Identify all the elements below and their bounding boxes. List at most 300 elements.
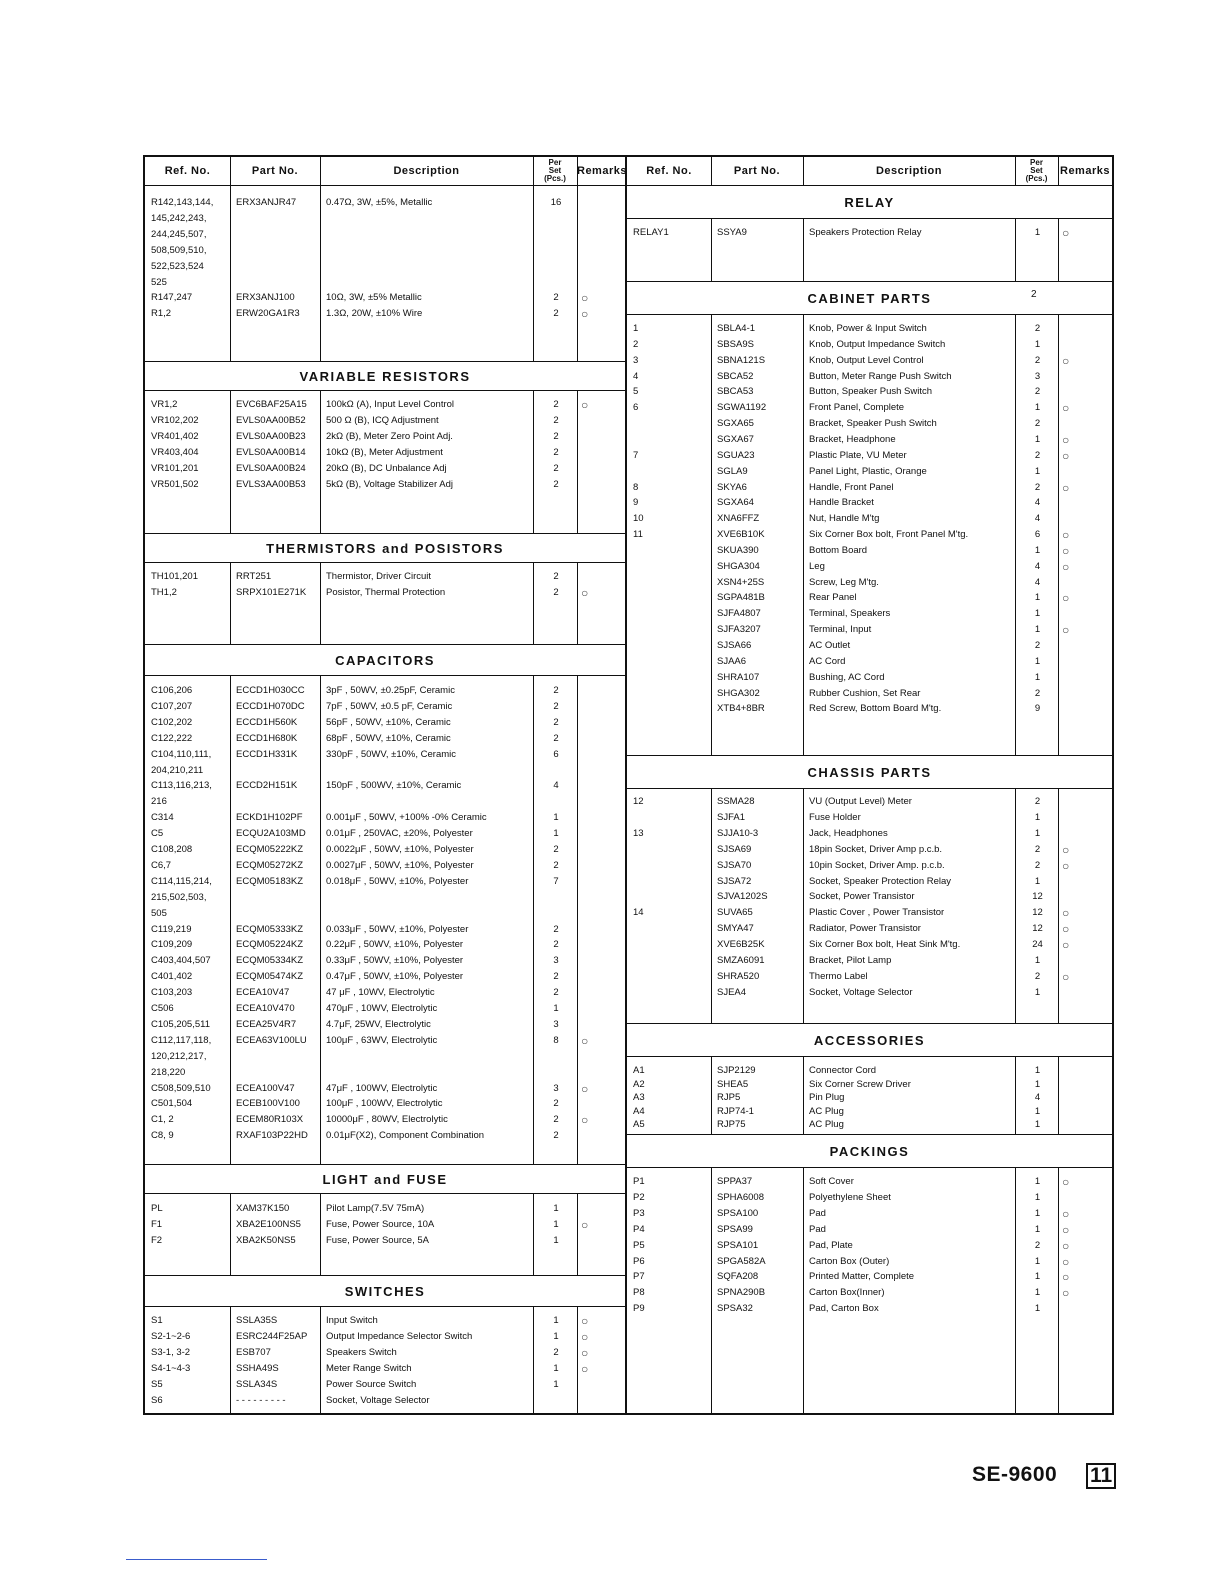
table-row xyxy=(145,842,625,858)
pcs: 6 xyxy=(553,748,559,760)
pcs: 1 xyxy=(1034,1191,1041,1203)
section-title: VARIABLE RESISTORS xyxy=(145,361,625,391)
ref-no: 14 xyxy=(633,907,644,919)
pcs: 1 xyxy=(1034,875,1041,887)
description: Pilot Lamp(7.5V 75mA) xyxy=(326,1203,425,1214)
part-no: ECQM05222KZ xyxy=(236,844,304,855)
part-no: SHRA520 xyxy=(717,970,760,982)
description: 0.47μF , 50WV, ±10%, Polyester xyxy=(326,971,464,983)
remark: ○ xyxy=(581,1217,589,1232)
description: 100kΩ (A), Input Level Control xyxy=(326,399,455,410)
ref-no: VR101,201 xyxy=(151,462,199,474)
description: Speakers Protection Relay xyxy=(809,227,922,238)
description: 0.33μF , 50WV, ±10%, Polyester xyxy=(326,955,464,967)
pcs: 2 xyxy=(1034,418,1041,430)
pcs: 1 xyxy=(553,1003,559,1014)
description: Input Switch xyxy=(326,1315,378,1326)
table-row xyxy=(145,794,625,810)
table-row xyxy=(145,1049,625,1065)
description: Connector Cord xyxy=(809,1065,877,1076)
pcs: 1 xyxy=(1034,655,1041,667)
part-no: ERW20GA1R3 xyxy=(236,308,300,320)
description: 1.3Ω, 20W, ±10% Wire xyxy=(326,308,423,320)
description: 68pF , 50WV, ±10%, Ceramic xyxy=(326,732,451,744)
table-row xyxy=(145,969,625,985)
table-row xyxy=(145,810,625,826)
description: Socket, Power Transistor xyxy=(809,891,915,903)
description: Bushing, AC Cord xyxy=(809,671,885,683)
ref-no: RELAY1 xyxy=(633,227,669,238)
ref-no: 12 xyxy=(633,796,644,807)
pcs: 1 xyxy=(1034,1303,1041,1315)
table-row xyxy=(627,1301,1112,1317)
pcs: 1 xyxy=(1034,955,1041,966)
pcs: 1 xyxy=(1034,671,1041,683)
part-no: SGXA65 xyxy=(717,418,754,430)
part-no: SBCA52 xyxy=(717,370,754,382)
table-row xyxy=(627,495,1112,511)
ref-no: P9 xyxy=(633,1303,645,1315)
table-row xyxy=(145,413,625,429)
part-no: SPSA99 xyxy=(717,1223,753,1235)
ref-no: C106,206 xyxy=(151,685,193,696)
ref-no: A5 xyxy=(633,1119,645,1130)
pcs: 2 xyxy=(553,1114,559,1126)
table-row xyxy=(627,369,1112,385)
pcs: 2 xyxy=(553,446,559,458)
ref-no: 13 xyxy=(633,827,644,839)
ref-no: C1, 2 xyxy=(151,1114,174,1126)
table-row xyxy=(145,1313,625,1329)
remark: ○ xyxy=(1062,938,1070,953)
part-no: SQFA208 xyxy=(717,1271,759,1283)
description: 10Ω, 3W, ±5% Metallic xyxy=(326,292,422,304)
description: Terminal, Speakers xyxy=(809,608,891,620)
table-row xyxy=(627,1269,1112,1285)
description: Carton Box (Outer) xyxy=(809,1255,890,1267)
table-row xyxy=(145,1329,625,1345)
table-row xyxy=(145,569,625,585)
pcs: 2 xyxy=(1034,859,1041,871)
header-part: Part No. xyxy=(733,165,781,177)
description: 10000μF , 80WV, Electrolytic xyxy=(326,1114,448,1126)
part-no: SBNA121S xyxy=(717,354,766,366)
pcs: 2 xyxy=(553,1098,559,1110)
table-row xyxy=(627,654,1112,670)
table-row xyxy=(627,969,1112,985)
ref-no: C114,115,214, xyxy=(151,875,212,887)
description: 0.01μF(X2), Component Combination xyxy=(326,1130,485,1142)
part-no: SBSA9S xyxy=(717,338,754,350)
table-row xyxy=(627,384,1112,400)
table-row xyxy=(627,953,1112,969)
part-no: SPSA100 xyxy=(717,1207,759,1219)
table-row xyxy=(145,397,625,413)
part-no: SJSA72 xyxy=(717,875,752,887)
ref-no: 505 xyxy=(151,907,167,919)
table-row xyxy=(145,1017,625,1033)
pcs: 7 xyxy=(553,875,559,887)
description: Socket, Speaker Protection Relay xyxy=(809,875,952,887)
table-row xyxy=(627,638,1112,654)
description: Bracket, Speaker Push Switch xyxy=(809,418,937,430)
remark: ○ xyxy=(581,398,589,412)
ref-no: TH1,2 xyxy=(151,586,177,598)
table-row xyxy=(145,858,625,874)
table-row xyxy=(627,858,1112,874)
part-no: ECQM05224KZ xyxy=(236,939,304,951)
table-row xyxy=(627,321,1112,337)
table-row xyxy=(627,810,1112,826)
ref-no: 145,242,243, xyxy=(151,212,207,224)
table-row xyxy=(145,243,625,259)
pcs: 4 xyxy=(1034,576,1041,588)
description: Bracket, Headphone xyxy=(809,433,896,445)
ref-no: 7 xyxy=(633,449,639,461)
ref-no: R147,247 xyxy=(151,292,193,304)
description: 5kΩ (B), Voltage Stabilizer Adj xyxy=(326,478,453,490)
ref-no: C102,202 xyxy=(151,716,193,728)
section-title: CABINET PARTS xyxy=(627,281,1112,315)
header-part: Part No. xyxy=(251,165,299,177)
ref-no: S4-1~4-3 xyxy=(151,1362,191,1374)
description: Thermistor, Driver Circuit xyxy=(326,571,432,582)
description: Terminal, Input xyxy=(809,624,872,636)
description: 100μF , 100WV, Electrolytic xyxy=(326,1098,443,1110)
table-row xyxy=(145,731,625,747)
description: 0.033μF , 50WV, ±10%, Polyester xyxy=(326,923,469,935)
pcs: 4 xyxy=(1034,513,1041,525)
part-no: SMYA47 xyxy=(717,923,754,935)
remark: ○ xyxy=(1062,1286,1070,1301)
description: Speakers Switch xyxy=(326,1346,397,1358)
description: 4.7μF, 25WV, Electrolytic xyxy=(326,1018,431,1030)
description: 18pin Socket, Driver Amp p.c.b. xyxy=(809,843,943,855)
pcs: 1 xyxy=(1034,1287,1041,1299)
remark: ○ xyxy=(1062,1206,1070,1221)
pcs: 1 xyxy=(1034,1207,1041,1219)
description: 2kΩ (B), Meter Zero Point Adj. xyxy=(326,430,453,442)
part-no: ECQM05183KZ xyxy=(236,875,304,887)
pcs: 1 xyxy=(553,812,559,824)
part-no: SSYA9 xyxy=(717,227,747,238)
remark: ○ xyxy=(581,1081,589,1096)
table-row xyxy=(145,306,625,322)
remark: ○ xyxy=(1062,858,1070,873)
pcs: 1 xyxy=(1034,1065,1041,1076)
table-row xyxy=(145,715,625,731)
part-no: ECQU2A103MD xyxy=(236,828,306,840)
part-no: XSN4+25S xyxy=(717,576,765,588)
description: 330pF , 50WV, ±10%, Ceramic xyxy=(326,748,457,760)
description: Knob, Output Impedance Switch xyxy=(809,338,946,350)
description: Pad xyxy=(809,1223,826,1235)
description: Pad, Carton Box xyxy=(809,1303,879,1315)
pcs: 3 xyxy=(553,955,559,967)
description: 0.01μF , 250VAC, ±20%, Polyester xyxy=(326,828,473,840)
table-row xyxy=(145,461,625,477)
pcs: 2 xyxy=(1034,323,1041,334)
pcs: 1 xyxy=(1034,1078,1041,1090)
pcs: 2 xyxy=(553,700,559,712)
table-row xyxy=(627,464,1112,480)
ref-no: R142,143,144, xyxy=(151,197,214,208)
ref-no: 215,502,503, xyxy=(151,891,207,903)
ref-no: 204,210,211 xyxy=(151,764,204,776)
part-no: SHGA302 xyxy=(717,687,760,699)
remark: ○ xyxy=(1062,906,1070,921)
part-no: ECEB100V100 xyxy=(236,1098,300,1110)
remark: ○ xyxy=(581,291,589,306)
pcs: 16 xyxy=(550,197,562,208)
remark: ○ xyxy=(581,1345,589,1360)
pcs: 8 xyxy=(553,1034,559,1046)
part-no: SHEA5 xyxy=(717,1078,749,1090)
remark: ○ xyxy=(1062,922,1070,937)
pcs: 1 xyxy=(1034,544,1041,556)
description: Bracket, Pilot Lamp xyxy=(809,955,892,966)
table-row xyxy=(145,290,625,306)
description: 0.0022μF , 50WV, ±10%, Polyester xyxy=(326,844,474,855)
table-row xyxy=(627,448,1112,464)
part-no: ECEA10V470 xyxy=(236,1003,295,1014)
pcs: 1 xyxy=(553,828,559,840)
ref-no: C109,209 xyxy=(151,939,193,951)
pcs: 4 xyxy=(553,780,559,792)
pcs: 2 xyxy=(553,844,559,855)
remark: ○ xyxy=(581,307,589,322)
table-row xyxy=(627,1174,1112,1190)
part-no: ECEA63V100LU xyxy=(236,1034,307,1046)
part-no: SKYA6 xyxy=(717,481,747,493)
ref-no: VR401,402 xyxy=(151,430,199,442)
ref-no: 120,212,217, xyxy=(151,1050,207,1062)
description: AC Cord xyxy=(809,655,846,667)
section-title: THERMISTORS and POSISTORS xyxy=(145,533,625,563)
part-no: SJFA1 xyxy=(717,811,745,823)
ref-no: 11 xyxy=(633,529,643,541)
model-number: SE-9600 xyxy=(972,1463,1058,1486)
pcs: 1 xyxy=(1034,1105,1041,1117)
table-row xyxy=(627,937,1112,953)
description: Pad, Plate xyxy=(809,1239,853,1251)
description: 0.018μF , 50WV, ±10%, Polyester xyxy=(326,875,469,887)
description: Rear Panel xyxy=(809,592,857,604)
part-no: SPSA101 xyxy=(717,1239,759,1251)
pcs: 1 xyxy=(1034,465,1041,477)
parts-table-right xyxy=(627,155,1114,1415)
description: Meter Range Switch xyxy=(326,1362,412,1374)
pcs: 2 xyxy=(553,732,559,744)
table-row xyxy=(145,1081,625,1097)
ref-no: 3 xyxy=(633,354,639,366)
pcs: 9 xyxy=(1034,703,1041,715)
pcs: 1 xyxy=(1034,402,1041,414)
description: 7pF , 50WV, ±0.5 pF, Ceramic xyxy=(326,700,453,712)
ref-no: 2 xyxy=(633,338,639,350)
ref-no: P3 xyxy=(633,1207,645,1219)
part-no: ECCD2H151K xyxy=(236,780,298,792)
ref-no: C501,504 xyxy=(151,1098,193,1110)
table-row xyxy=(145,1233,625,1249)
ref-no: P5 xyxy=(633,1239,645,1251)
table-row xyxy=(627,575,1112,591)
ref-no: R1,2 xyxy=(151,308,172,320)
description: Knob, Output Level Control xyxy=(809,354,924,366)
description: 56pF , 50WV, ±10%, Ceramic xyxy=(326,716,451,728)
remark: ○ xyxy=(1062,448,1070,463)
table-row xyxy=(145,906,625,922)
ref-no: 218,220 xyxy=(151,1066,186,1078)
pcs: 2 xyxy=(553,414,559,426)
table-row xyxy=(145,985,625,1001)
pcs: 2 xyxy=(553,292,559,304)
section-title: LIGHT and FUSE xyxy=(145,1164,625,1194)
part-no: ECQM05333KZ xyxy=(236,923,304,935)
description: Printed Matter, Complete xyxy=(809,1271,915,1283)
remark: ○ xyxy=(1062,1238,1070,1253)
table-row xyxy=(627,543,1112,559)
ref-no: VR403,404 xyxy=(151,446,199,458)
part-no: SGUA23 xyxy=(717,449,755,461)
table-row xyxy=(627,842,1112,858)
description: Radiator, Power Transistor xyxy=(809,923,921,935)
table-row xyxy=(145,1361,625,1377)
pcs: 2 xyxy=(553,939,559,951)
description: Screw, Leg M'tg. xyxy=(809,576,879,588)
pcs: 2 xyxy=(553,685,559,696)
table-row xyxy=(145,1112,625,1128)
pcs: 1 xyxy=(1034,986,1041,998)
description: Output Impedance Selector Switch xyxy=(326,1330,473,1342)
pcs: 2 xyxy=(553,478,559,490)
part-no: SJP2129 xyxy=(717,1065,756,1076)
remark: ○ xyxy=(1062,623,1070,638)
part-no: ECQM05334KZ xyxy=(236,955,304,967)
table-row xyxy=(145,1096,625,1112)
description: AC Plug xyxy=(809,1105,844,1117)
description: 0.001μF , 50WV, +100% -0% Ceramic xyxy=(326,812,487,824)
divider xyxy=(126,1559,267,1560)
table-row xyxy=(145,1128,625,1144)
pcs: 2 xyxy=(1034,843,1041,855)
part-no: SKUA390 xyxy=(717,544,759,556)
section-title: SWITCHES xyxy=(145,1275,625,1307)
description: 0.22μF , 50WV, ±10%, Polyester xyxy=(326,939,464,951)
ref-no: 508,509,510, xyxy=(151,244,207,256)
remark: ○ xyxy=(1062,480,1070,495)
part-no: ECEA100V47 xyxy=(236,1082,295,1094)
pcs: 2 xyxy=(553,571,559,582)
part-no: SJSA70 xyxy=(717,859,752,871)
pcs: 1 xyxy=(553,1203,559,1214)
pcs: 24 xyxy=(1032,939,1043,951)
ref-no: P8 xyxy=(633,1287,645,1299)
part-no: ECQM05272KZ xyxy=(236,859,304,871)
part-no: RJP74-1 xyxy=(717,1105,754,1117)
ref-no: A4 xyxy=(633,1105,645,1117)
table-row xyxy=(145,477,625,493)
remark: ○ xyxy=(581,585,589,600)
table-row xyxy=(145,922,625,938)
part-no: SBLA4-1 xyxy=(717,323,756,334)
description: Socket, Voltage Selector xyxy=(326,1394,430,1406)
part-no: RXAF103P22HD xyxy=(236,1130,308,1142)
table-row xyxy=(627,921,1112,937)
remark: ○ xyxy=(581,1314,589,1328)
description: Button, Speaker Push Switch xyxy=(809,386,933,398)
table-row xyxy=(627,559,1112,575)
pcs: 2 xyxy=(1034,640,1041,651)
description: 500 Ω (B), ICQ Adjustment xyxy=(326,414,439,426)
table-row xyxy=(145,763,625,779)
part-no: SJJA10-3 xyxy=(717,827,759,839)
ref-no: S2-1~2-6 xyxy=(151,1330,191,1342)
description: Knob, Power & Input Switch xyxy=(809,323,927,334)
table-row xyxy=(627,889,1112,905)
description: Leg xyxy=(809,560,825,572)
table-row xyxy=(627,606,1112,622)
description: VU (Output Level) Meter xyxy=(809,796,912,807)
remark: ○ xyxy=(581,1361,589,1376)
pcs: 1 xyxy=(553,1218,559,1230)
section-title: CAPACITORS xyxy=(145,644,625,676)
remark: ○ xyxy=(1062,528,1070,543)
section-title: RELAY xyxy=(627,185,1112,219)
table-row xyxy=(627,1254,1112,1270)
part-no: SSMA28 xyxy=(717,796,755,807)
header-desc: Description xyxy=(393,165,460,177)
ref-no: 8 xyxy=(633,481,639,493)
ref-no: C104,110,111, xyxy=(151,748,212,760)
part-no: ESB707 xyxy=(236,1346,271,1358)
table-row xyxy=(627,480,1112,496)
description: Rubber Cushion, Set Rear xyxy=(809,687,921,699)
table-row xyxy=(627,1238,1112,1254)
ref-no: 5 xyxy=(633,386,639,398)
part-no: SGPA481B xyxy=(717,592,765,604)
table-row xyxy=(145,1201,625,1217)
description: AC Plug xyxy=(809,1119,844,1130)
description: 47 μF , 10WV, Electrolytic xyxy=(326,987,435,999)
part-no: SUVA65 xyxy=(717,907,753,919)
ref-no: C119,219 xyxy=(151,923,192,935)
table-row xyxy=(145,826,625,842)
ref-no: A1 xyxy=(633,1065,645,1076)
part-no: EVLS0AA00B24 xyxy=(236,462,306,474)
remark: ○ xyxy=(1062,1254,1070,1269)
ref-no: P2 xyxy=(633,1191,645,1203)
table-row xyxy=(145,1377,625,1393)
table-row xyxy=(145,1345,625,1361)
pcs: 3 xyxy=(1034,370,1041,382)
ref-no: 216 xyxy=(151,796,167,808)
pcs: 1 xyxy=(1034,1223,1041,1235)
ref-no: C508,509,510 xyxy=(151,1082,211,1094)
ref-no: S1 xyxy=(151,1315,163,1326)
ref-no: C8, 9 xyxy=(151,1130,174,1142)
table-header xyxy=(627,157,1112,186)
pcs: 1 xyxy=(553,1330,559,1342)
ref-no: F1 xyxy=(151,1218,163,1230)
pcs: 1 xyxy=(1034,811,1041,823)
remark: ○ xyxy=(1062,591,1070,606)
ref-no: VR1,2 xyxy=(151,399,178,410)
part-no: SJVA1202S xyxy=(717,891,768,903)
table-row xyxy=(627,590,1112,606)
description: 100μF , 63WV, Electrolytic xyxy=(326,1034,438,1046)
pcs: 12 xyxy=(1032,923,1043,935)
